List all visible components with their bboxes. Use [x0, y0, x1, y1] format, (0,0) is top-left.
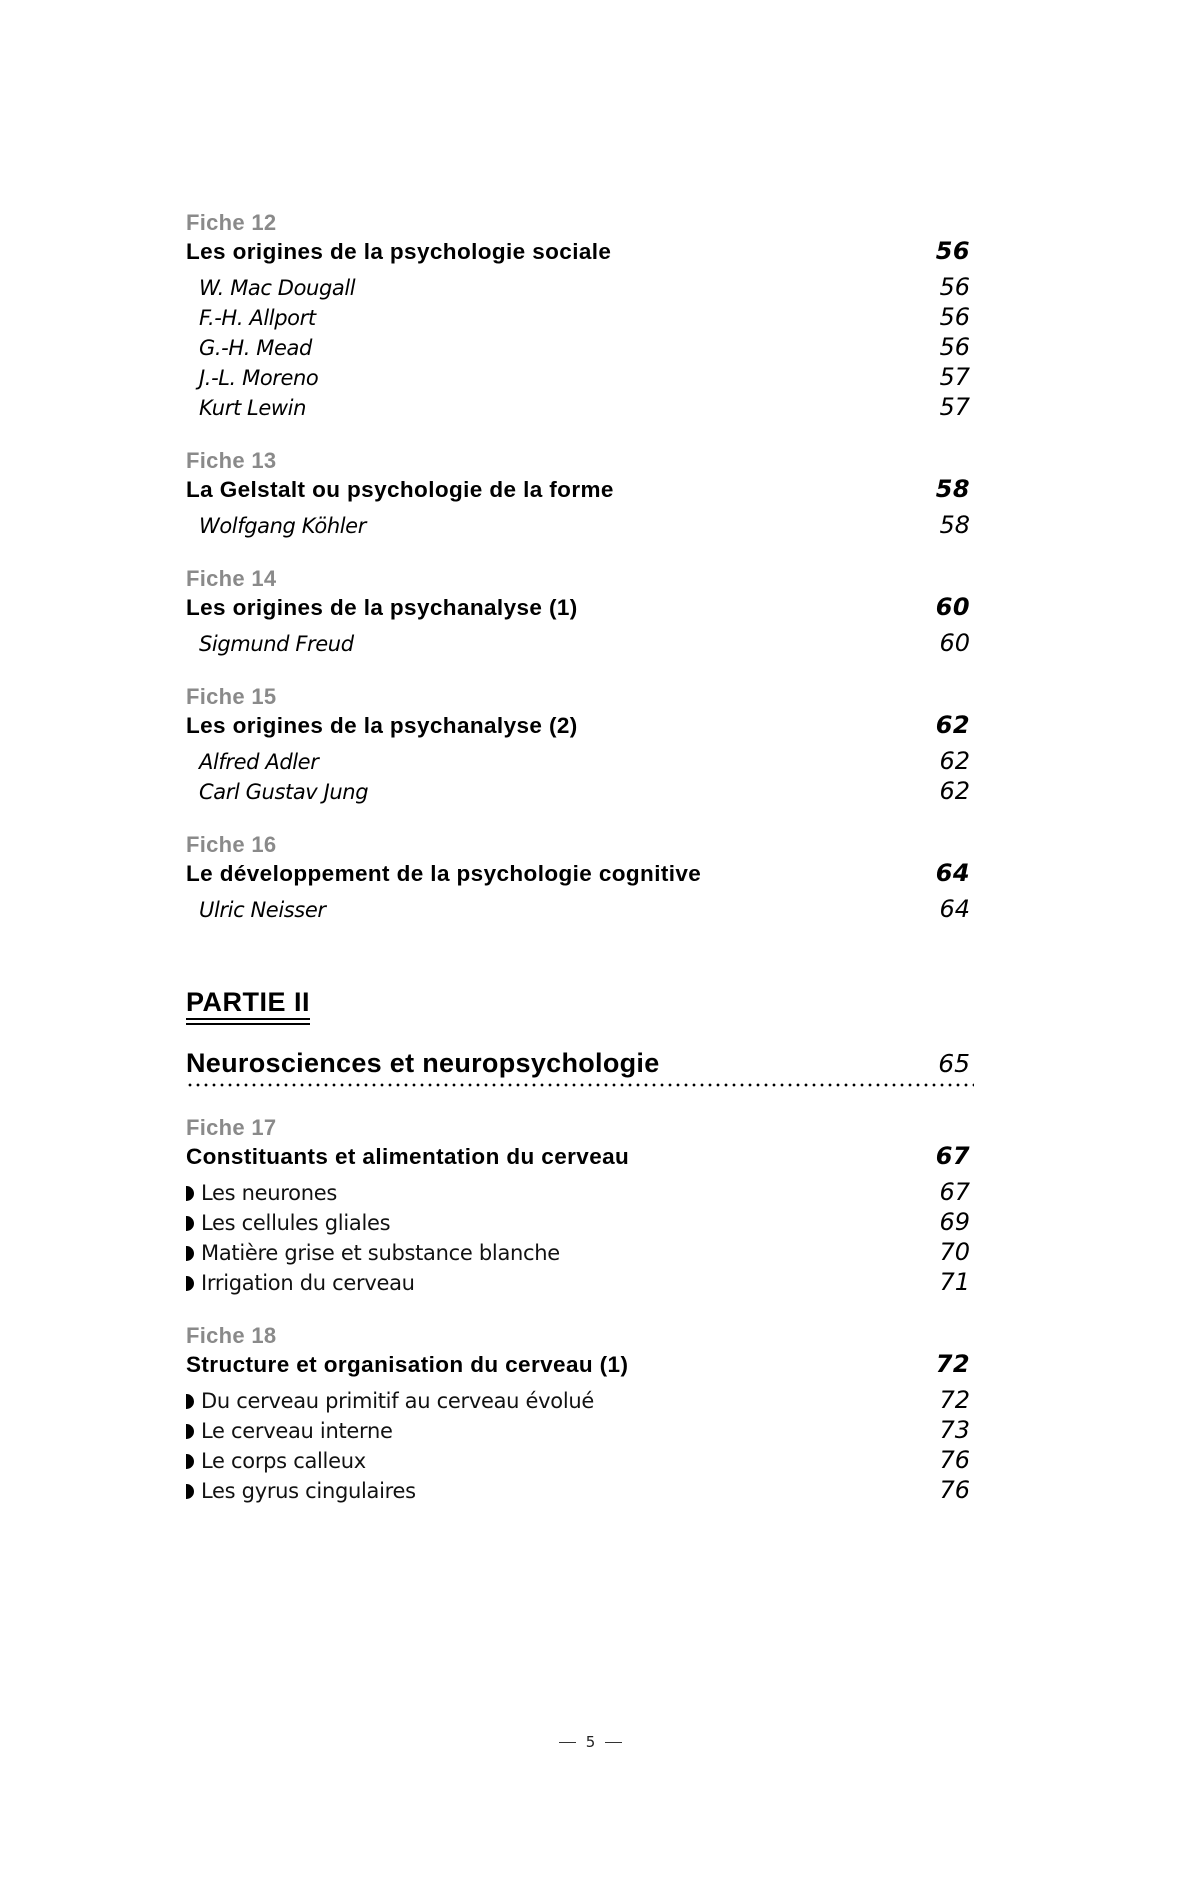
entry-name: Les cellules gliales — [201, 1210, 391, 1235]
toc-entry[interactable] — [186, 332, 974, 362]
page-number: 70 — [939, 1238, 970, 1266]
fiche-title-row[interactable] — [186, 474, 974, 506]
partie-title: Neurosciences et neuropsychologie — [186, 1048, 660, 1078]
entry-list — [186, 894, 974, 924]
page-number: 62 — [939, 747, 970, 775]
toc-entry[interactable] — [186, 362, 974, 392]
half-circle-bullet-icon — [186, 1454, 194, 1469]
fiche-label: Fiche 18 — [186, 1323, 277, 1348]
entry-name: Irrigation du cerveau — [201, 1270, 415, 1295]
toc-entry[interactable] — [186, 894, 974, 924]
page-number: 60 — [939, 629, 970, 657]
toc-entry[interactable] — [186, 1207, 974, 1237]
entry-name: Carl Gustav Jung — [199, 780, 369, 804]
entry-name: Les gyrus cingulaires — [201, 1478, 416, 1503]
page-number: 56 — [935, 237, 970, 265]
page-number: 58 — [939, 511, 970, 539]
fiche-title-row[interactable] — [186, 236, 974, 268]
entry-name: Le corps calleux — [201, 1448, 366, 1473]
page-number: 56 — [939, 303, 970, 331]
toc-partie-2 — [186, 988, 974, 1087]
fiche-label: Fiche 15 — [186, 684, 277, 709]
entry-name: G.-H. Mead — [199, 336, 312, 360]
toc-entry[interactable] — [186, 628, 974, 658]
toc-entry[interactable] — [186, 746, 974, 776]
page-number: 76 — [939, 1476, 970, 1504]
toc-fiche-12 — [186, 212, 974, 422]
page-number: 67 — [939, 1178, 970, 1206]
half-circle-bullet-icon — [186, 1246, 194, 1261]
entry-name: F.-H. Allport — [199, 306, 316, 330]
fiche-label: Fiche 16 — [186, 832, 277, 857]
toc-entry[interactable] — [186, 1475, 974, 1505]
entry-list — [186, 628, 974, 658]
entry-list — [186, 1177, 974, 1297]
partie-label: PARTIE II — [186, 988, 310, 1025]
page-number: 64 — [935, 859, 970, 887]
fiche-label: Fiche 13 — [186, 448, 277, 473]
page-number: 57 — [939, 363, 970, 391]
page-number: 56 — [939, 273, 970, 301]
fiche-label: Fiche 17 — [186, 1115, 277, 1140]
page-number: 64 — [939, 895, 970, 923]
table-of-contents — [186, 212, 974, 1505]
page-number: 69 — [939, 1208, 970, 1236]
fiche-label: Fiche 12 — [186, 210, 277, 235]
fiche-title: Le développement de la psychologie cognitive — [186, 861, 702, 886]
fiche-title: Les origines de la psychanalyse (1) — [186, 595, 578, 620]
toc-entry[interactable] — [186, 776, 974, 806]
fiche-title: Constituants et alimentation du cerveau — [186, 1144, 630, 1169]
toc-fiche-16 — [186, 834, 974, 924]
page-number: 71 — [939, 1268, 970, 1296]
half-circle-bullet-icon — [186, 1424, 194, 1439]
toc-entry[interactable] — [186, 1267, 974, 1297]
page-number: 76 — [939, 1446, 970, 1474]
entry-name: Wolfgang Köhler — [199, 514, 366, 538]
entry-name: J.-L. Moreno — [199, 366, 319, 390]
toc-entry[interactable] — [186, 1385, 974, 1415]
toc-entry[interactable] — [186, 1237, 974, 1267]
entry-name: Kurt Lewin — [199, 396, 306, 420]
entry-list — [186, 272, 974, 422]
page-number: 57 — [939, 393, 970, 421]
partie-title-row[interactable] — [186, 1047, 974, 1087]
fiche-title: Structure et organisation du cerveau (1) — [186, 1352, 629, 1377]
page-number: 73 — [939, 1416, 970, 1444]
entry-name: Matière grise et substance blanche — [201, 1240, 560, 1265]
toc-fiche-17 — [186, 1117, 974, 1297]
fiche-title: Les origines de la psychanalyse (2) — [186, 713, 578, 738]
page-number: 67 — [935, 1142, 970, 1170]
fiche-label: Fiche 14 — [186, 566, 277, 591]
fiche-title: Les origines de la psychologie sociale — [186, 239, 612, 264]
toc-entry[interactable] — [186, 272, 974, 302]
toc-fiche-13 — [186, 450, 974, 540]
fiche-title-row[interactable] — [186, 710, 974, 742]
entry-list — [186, 746, 974, 806]
half-circle-bullet-icon — [186, 1186, 194, 1201]
page-number: 62 — [935, 711, 970, 739]
entry-name: Sigmund Freud — [199, 632, 354, 656]
toc-entry[interactable] — [186, 392, 974, 422]
entry-name: Alfred Adler — [199, 750, 319, 774]
page-number: 65 — [938, 1049, 970, 1078]
page-number: 56 — [939, 333, 970, 361]
entry-name: Les neurones — [201, 1180, 337, 1205]
toc-entry[interactable] — [186, 1415, 974, 1445]
page-number: 60 — [935, 593, 970, 621]
fiche-title: La Gelstalt ou psychologie de la forme — [186, 477, 614, 502]
page-footer — [0, 1733, 1181, 1751]
page-number: 62 — [939, 777, 970, 805]
half-circle-bullet-icon — [186, 1484, 194, 1499]
footer-page-number: 5 — [585, 1733, 596, 1751]
entry-name: Ulric Neisser — [199, 898, 326, 922]
page-number: 72 — [939, 1386, 970, 1414]
fiche-title-row[interactable] — [186, 592, 974, 624]
fiche-title-row[interactable] — [186, 858, 974, 890]
page-number: 72 — [935, 1350, 970, 1378]
toc-entry[interactable] — [186, 1445, 974, 1475]
entry-list — [186, 1385, 974, 1505]
footer-dash — [559, 1742, 576, 1743]
fiche-title-row[interactable] — [186, 1349, 974, 1381]
half-circle-bullet-icon — [186, 1394, 194, 1409]
toc-entry[interactable] — [186, 1177, 974, 1207]
toc-entry[interactable] — [186, 510, 974, 540]
fiche-title-row[interactable] — [186, 1141, 974, 1173]
entry-name: Le cerveau interne — [201, 1418, 393, 1443]
entry-name: W. Mac Dougall — [199, 276, 356, 300]
entry-name: Du cerveau primitif au cerveau évolué — [201, 1388, 594, 1413]
toc-fiche-18 — [186, 1325, 974, 1505]
half-circle-bullet-icon — [186, 1216, 194, 1231]
entry-list — [186, 510, 974, 540]
page-number: 58 — [935, 475, 970, 503]
toc-fiche-15 — [186, 686, 974, 806]
toc-entry[interactable] — [186, 302, 974, 332]
footer-dash — [605, 1742, 622, 1743]
half-circle-bullet-icon — [186, 1276, 194, 1291]
toc-fiche-14 — [186, 568, 974, 658]
